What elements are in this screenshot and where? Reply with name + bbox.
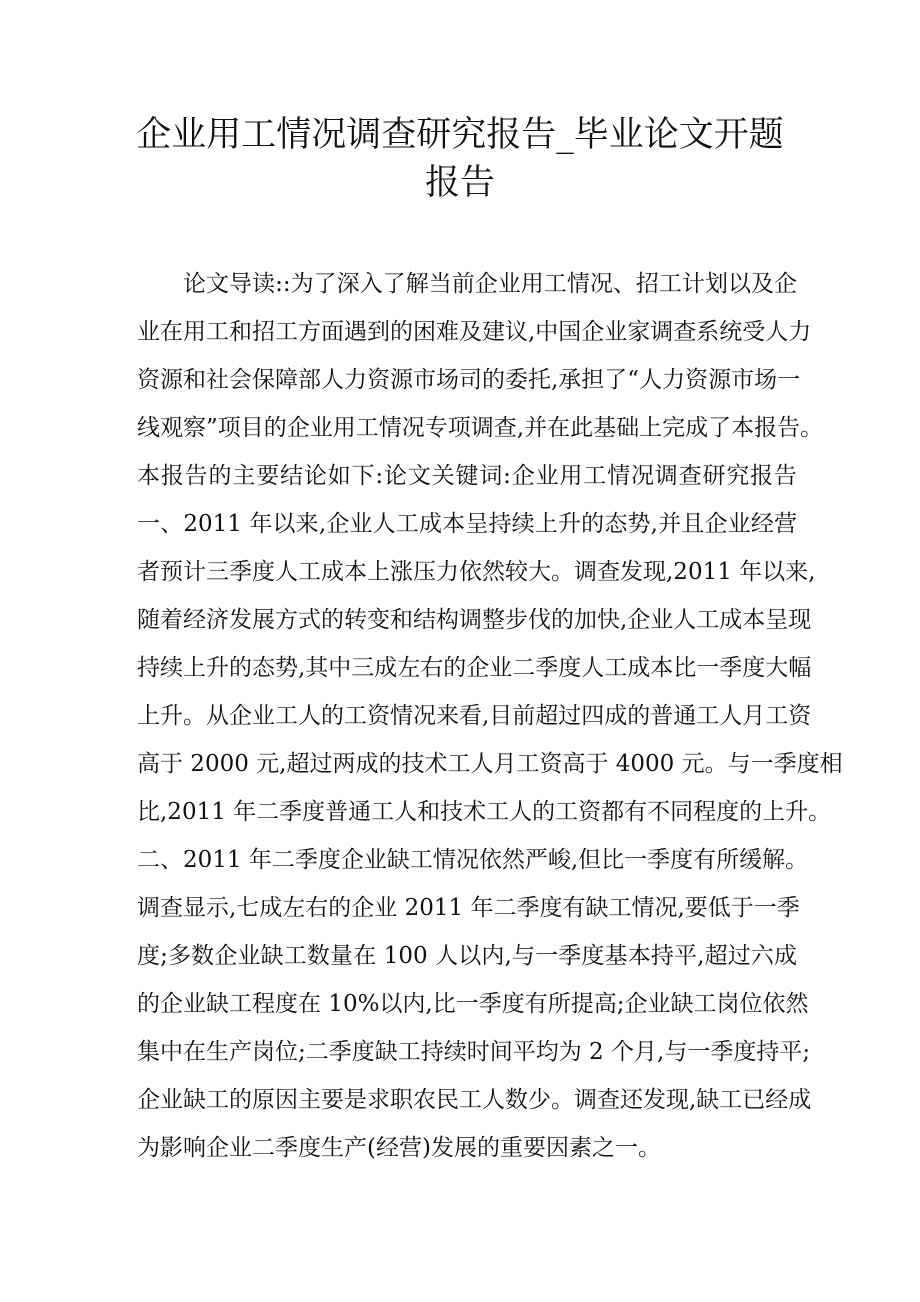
body-line-11: 高于 2000 元,超过两成的技术工人月工资高于 4000 元。与一季度相 — [137, 751, 843, 777]
document-title-line-1: 企业用工情况调查研究报告_毕业论文开题 — [136, 115, 784, 155]
body-line-18: 企业缺工的原因主要是求职农民工人数少。调查还发现,缺工已经成 — [137, 1087, 812, 1113]
body-line-12: 比,2011 年二季度普通工人和技术工人的工资都有不同程度的上升。 — [137, 799, 832, 825]
body-line-15: 度;多数企业缺工数量在 100 人以内,与一季度基本持平,超过六成 — [137, 943, 797, 969]
body-line-14: 调查显示,七成左右的企业 2011 年二季度有缺工情况,要低于一季 — [137, 895, 800, 921]
body-line-6: 一、2011 年以来,企业人工成本呈持续上升的态势,并且企业经营 — [137, 511, 797, 537]
body-line-3: 资源和社会保障部人力资源市场司的委托,承担了“人力资源市场一 — [137, 367, 801, 393]
body-line-10: 上升。从企业工人的工资情况来看,目前超过四成的普通工人月工资 — [137, 703, 812, 729]
body-line-1: 论文导读::为了深入了解当前企业用工情况、招工计划以及企 — [183, 271, 797, 297]
body-line-2: 业在用工和招工方面遇到的困难及建议,中国企业家调查系统受人力 — [137, 319, 812, 345]
body-line-9: 持续上升的态势,其中三成左右的企业二季度人工成本比一季度大幅 — [137, 655, 812, 681]
body-line-7: 者预计三季度人工成本上涨压力依然较大。调查发现,2011 年以来, — [137, 559, 816, 585]
body-line-4: 线观察”项目的企业用工情况专项调查,并在此基础上完成了本报告。 — [137, 415, 824, 441]
body-line-8: 随着经济发展方式的转变和结构调整步伐的加快,企业人工成本呈现 — [137, 607, 812, 633]
body-line-16: 的企业缺工程度在 10%以内,比一季度有所提高;企业缺工岗位依然 — [137, 991, 809, 1017]
body-line-17: 集中在生产岗位;二季度缺工持续时间平均为 2 个月,与一季度持平; — [137, 1039, 811, 1065]
body-line-19: 为影响企业二季度生产(经营)发展的重要因素之一。 — [137, 1135, 661, 1161]
document-title-line-2: 报告 — [424, 163, 495, 203]
body-line-5: 本报告的主要结论如下:论文关键词:企业用工情况调查研究报告 — [137, 463, 797, 489]
body-line-13: 二、2011 年二季度企业缺工情况依然严峻,但比一季度有所缓解。 — [137, 847, 809, 873]
